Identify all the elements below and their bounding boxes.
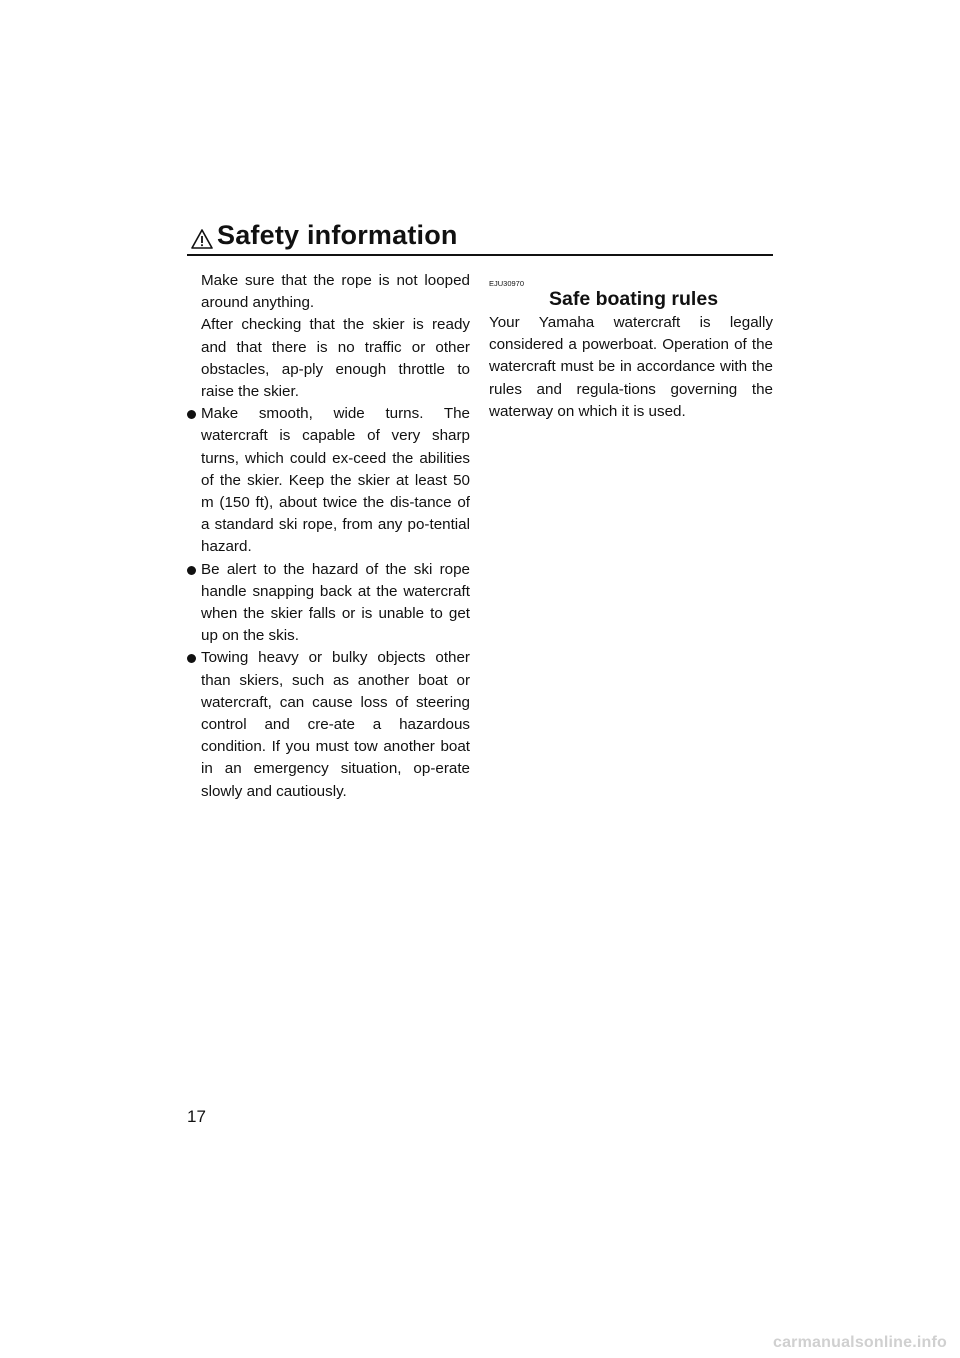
list-item-text: Towing heavy or bulky objects other than skiers, such as another boat or watercraft, can cause loss of steering control and cre-ate a hazardous condition. If you must tow another boat in an emergency situation, op-erate slowly and cautiously. bbox=[201, 649, 470, 800]
watermark: carmanualsonline.info bbox=[772, 1334, 947, 1351]
list-item bbox=[187, 647, 470, 802]
list-item bbox=[187, 403, 470, 558]
bullet-icon bbox=[187, 654, 196, 663]
section-body: Your Yamaha watercraft is legally considered a powerboat. Operation of the watercraft must be in accordance with the rules and regula-tions governing the waterway on which it is used. bbox=[489, 314, 773, 420]
section-code: EJU30970 bbox=[489, 279, 525, 288]
left-column bbox=[187, 270, 470, 803]
page-header bbox=[187, 220, 773, 256]
list-item bbox=[187, 559, 470, 648]
bullet-icon bbox=[187, 410, 196, 419]
list-item-text: Make smooth, wide turns. The watercraft is capable of very sharp turns, which could ex-ceed the abilities of the skier. Keep the skier at least 50 m (150 ft), about twice the dis-tance of a standard ski rope, from any po-tential hazard. bbox=[201, 405, 470, 556]
bullet-icon bbox=[187, 566, 196, 575]
right-column bbox=[489, 280, 773, 423]
section-title: Safe boating rules bbox=[549, 288, 719, 310]
paragraph-rope-check: Make sure that the rope is not looped around anything. bbox=[201, 272, 470, 312]
warning-triangle-icon bbox=[191, 228, 213, 250]
paragraph-throttle: After checking that the skier is ready and that there is no traffic or other obstacles, ap-ply enough throttle to raise the skier. bbox=[201, 316, 470, 401]
page-title: Safety information bbox=[217, 220, 458, 250]
list-item-text: Be alert to the hazard of the ski rope handle snapping back at the watercraft when the skier falls or is unable to get up on the skis. bbox=[201, 560, 470, 645]
page-number: 17 bbox=[187, 1107, 206, 1126]
